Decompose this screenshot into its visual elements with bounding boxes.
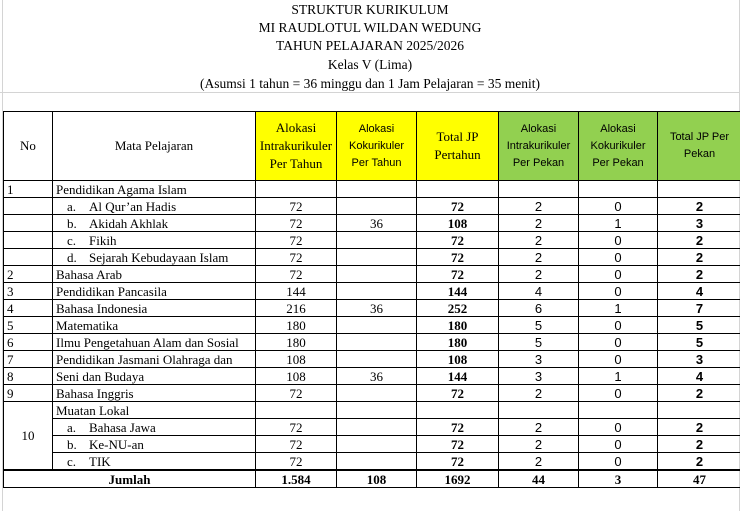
intra-per-pekan-cell (499, 181, 579, 198)
row-number-cell: 7 (4, 351, 53, 368)
subject-name: Sejarah Kebudayaan Islam (89, 249, 229, 265)
koku-per-tahun-cell (337, 283, 417, 300)
table-row (4, 300, 740, 317)
koku-per-tahun-cell (337, 334, 417, 351)
intra-per-tahun-cell: 72 (256, 453, 337, 471)
koku-per-tahun-cell (337, 436, 417, 453)
empty-cell (658, 402, 740, 419)
subject-name: Fikih (89, 232, 117, 248)
total-jp-per-pekan-cell: 2 (658, 198, 740, 215)
intra-per-tahun-cell: 72 (256, 385, 337, 402)
intra-per-tahun-cell (256, 181, 337, 198)
table-row (4, 181, 740, 198)
intra-per-tahun-cell: 72 (256, 249, 337, 266)
koku-per-pekan-cell: 0 (579, 419, 658, 436)
total-jp-pertahun-cell: 108 (417, 351, 499, 368)
subject-name: Pendidikan Pancasila (56, 283, 167, 299)
subject-name-cell: Muatan Lokal (53, 402, 256, 419)
total-jp-per-pekan-cell: 4 (658, 283, 740, 300)
subject-name: Al Qur’an Hadis (89, 198, 177, 214)
table-body (4, 181, 740, 488)
intra-per-tahun-cell: 108 (256, 368, 337, 385)
table-row (4, 215, 740, 232)
total-jp-pertahun-cell: 72 (417, 249, 499, 266)
row-number-cell: 3 (4, 283, 53, 300)
total-jp-pertahun-cell: 72 (417, 385, 499, 402)
table-row (4, 351, 740, 368)
intra-per-tahun-cell: 180 (256, 334, 337, 351)
total-jp-per-pekan-cell: 4 (658, 368, 740, 385)
total-jp-per-pekan-cell: 2 (658, 419, 740, 436)
total-jp-per-pekan-cell: 2 (658, 453, 740, 471)
subject-name-cell (53, 198, 256, 215)
table-row (4, 317, 740, 334)
total-jp-pertahun-cell: 180 (417, 317, 499, 334)
total-row (4, 470, 740, 488)
title-line-1: STRUKTUR KURIKULUM (291, 2, 449, 17)
subject-name: Ke-NU-an (89, 436, 144, 452)
item-letter: d. (67, 249, 77, 265)
subject-name-cell (53, 385, 256, 402)
intra-per-tahun-cell: 180 (256, 317, 337, 334)
subject-name-cell (53, 215, 256, 232)
subject-name: Akidah Akhlak (89, 215, 169, 231)
row-number-cell: 2 (4, 266, 53, 283)
title-line-5: (Asumsi 1 tahun = 36 minggu dan 1 Jam Pelajaran = 35 menit) (200, 76, 540, 91)
koku-per-tahun-cell: 36 (337, 215, 417, 232)
total-jp-per-pekan-cell: 2 (658, 385, 740, 402)
table-row (4, 249, 740, 266)
intra-per-pekan-cell: 2 (499, 198, 579, 215)
row-number-cell: 4 (4, 300, 53, 317)
table-row (4, 402, 740, 419)
subject-name: Matematika (56, 317, 119, 333)
intra-per-pekan-cell: 2 (499, 453, 579, 471)
koku-per-pekan-cell: 0 (579, 453, 658, 471)
intra-per-pekan-cell: 2 (499, 266, 579, 283)
row-number-cell: 6 (4, 334, 53, 351)
intra-per-pekan-cell: 2 (499, 215, 579, 232)
total-jp-per-pekan-cell: 2 (658, 232, 740, 249)
intra-per-tahun-cell: 108 (256, 351, 337, 368)
intra-per-tahun-cell: 144 (256, 283, 337, 300)
item-letter: a. (67, 419, 77, 435)
koku-per-tahun-cell (337, 232, 417, 249)
intra-per-tahun-cell: 72 (256, 266, 337, 283)
koku-per-pekan-cell: 0 (579, 436, 658, 453)
row-number-cell (4, 198, 53, 215)
subject-name-cell (53, 249, 256, 266)
header-row (4, 112, 740, 181)
header-no: No (4, 112, 53, 181)
subject-name: Bahasa Indonesia (56, 300, 148, 316)
total-jp-per-pekan-cell: 7 (658, 300, 740, 317)
koku-per-pekan-cell: 0 (579, 385, 658, 402)
total-jp-pertahun-cell: 144 (417, 368, 499, 385)
table-row (4, 266, 740, 283)
koku-per-tahun-cell (337, 385, 417, 402)
subject-name-cell (53, 232, 256, 249)
koku-per-pekan-cell: 0 (579, 266, 658, 283)
total-jp-pertahun-cell: 72 (417, 419, 499, 436)
table-row (4, 283, 740, 300)
total-tt-cell: 1692 (417, 470, 499, 488)
intra-per-pekan-cell: 5 (499, 334, 579, 351)
item-letter: b. (67, 215, 77, 231)
koku-per-pekan-cell: 0 (579, 351, 658, 368)
item-letter: c. (67, 453, 77, 469)
row-number-cell: 10 (4, 402, 53, 471)
total-jp-per-pekan-cell: 2 (658, 266, 740, 283)
koku-per-pekan-cell: 0 (579, 334, 658, 351)
row-number-cell (4, 232, 53, 249)
empty-cell (417, 402, 499, 419)
koku-per-tahun-cell (337, 198, 417, 215)
subject-name: TIK (89, 453, 111, 469)
subject-name: Seni dan Budaya (56, 368, 145, 384)
subject-name-cell (53, 351, 256, 368)
title-line-2: MI RAUDLOTUL WILDAN WEDUNG (258, 20, 482, 35)
item-letter: c. (67, 232, 77, 248)
koku-per-pekan-cell: 0 (579, 317, 658, 334)
title-line-3: TAHUN PELAJARAN 2025/2026 (276, 38, 464, 53)
koku-per-tahun-cell (337, 181, 417, 198)
total-it-cell: 1.584 (256, 470, 337, 488)
koku-per-pekan-cell: 1 (579, 300, 658, 317)
intra-per-tahun-cell: 72 (256, 419, 337, 436)
koku-per-pekan-cell (579, 181, 658, 198)
subject-name-cell (53, 453, 256, 471)
koku-per-pekan-cell: 0 (579, 198, 658, 215)
header-koku-per-tahun: Alokasi Kokurikuler Per Tahun (337, 112, 417, 181)
total-jp-pertahun-cell (417, 181, 499, 198)
koku-per-pekan-cell: 0 (579, 249, 658, 266)
intra-per-pekan-cell: 2 (499, 385, 579, 402)
total-jp-pertahun-cell: 180 (417, 334, 499, 351)
intra-per-pekan-cell: 4 (499, 283, 579, 300)
total-jp-pertahun-cell: 72 (417, 266, 499, 283)
koku-per-tahun-cell (337, 419, 417, 436)
koku-per-pekan-cell: 1 (579, 368, 658, 385)
total-jp-per-pekan-cell: 5 (658, 317, 740, 334)
total-kt-cell: 108 (337, 470, 417, 488)
subject-name-cell (53, 317, 256, 334)
subject-name-cell (53, 181, 256, 198)
row-number-cell (4, 215, 53, 232)
intra-per-pekan-cell: 6 (499, 300, 579, 317)
koku-per-tahun-cell (337, 453, 417, 471)
intra-per-pekan-cell: 2 (499, 436, 579, 453)
row-number-cell: 1 (4, 181, 53, 198)
total-kp-cell: 3 (579, 470, 658, 488)
total-jp-pertahun-cell: 252 (417, 300, 499, 317)
koku-per-tahun-cell (337, 266, 417, 283)
row-number-cell (4, 249, 53, 266)
header-total-jp-per-pekan: Total JP Per Pekan (658, 112, 740, 181)
empty-cell (579, 402, 658, 419)
table-row (4, 368, 740, 385)
koku-per-pekan-cell: 1 (579, 215, 658, 232)
table-row (4, 385, 740, 402)
row-number-cell: 9 (4, 385, 53, 402)
koku-per-tahun-cell: 36 (337, 300, 417, 317)
koku-per-tahun-cell (337, 351, 417, 368)
koku-per-pekan-cell: 0 (579, 283, 658, 300)
table-row (4, 334, 740, 351)
header-mata-pelajaran: Mata Pelajaran (53, 112, 256, 181)
intra-per-tahun-cell: 72 (256, 198, 337, 215)
subject-name-cell (53, 368, 256, 385)
total-jp-per-pekan-cell: 2 (658, 436, 740, 453)
intra-per-pekan-cell: 3 (499, 368, 579, 385)
koku-per-tahun-cell: 36 (337, 368, 417, 385)
subject-name-cell (53, 419, 256, 436)
subject-name: Bahasa Arab (56, 266, 123, 282)
total-jp-pertahun-cell: 144 (417, 283, 499, 300)
subject-name: Bahasa Inggris (56, 385, 134, 401)
intra-per-pekan-cell: 5 (499, 317, 579, 334)
total-jp-per-pekan-cell: 2 (658, 249, 740, 266)
intra-per-pekan-cell: 2 (499, 249, 579, 266)
intra-per-pekan-cell: 3 (499, 351, 579, 368)
koku-per-pekan-cell: 0 (579, 232, 658, 249)
total-ip-cell: 44 (499, 470, 579, 488)
table-row (4, 436, 740, 453)
row-number-cell: 5 (4, 317, 53, 334)
table-row (4, 419, 740, 436)
total-jp-pertahun-cell: 72 (417, 232, 499, 249)
total-tp-cell: 47 (658, 470, 740, 488)
item-letter: b. (67, 436, 77, 452)
intra-per-tahun-cell: 216 (256, 300, 337, 317)
header-koku-per-pekan: Alokasi Kokurikuler Per Pekan (579, 112, 658, 181)
empty-cell (337, 402, 417, 419)
koku-per-tahun-cell (337, 317, 417, 334)
total-jp-pertahun-cell: 108 (417, 215, 499, 232)
intra-per-tahun-cell: 72 (256, 215, 337, 232)
intra-per-tahun-cell: 72 (256, 436, 337, 453)
total-jp-pertahun-cell: 72 (417, 436, 499, 453)
subject-name-cell (53, 266, 256, 283)
total-jp-per-pekan-cell: 3 (658, 215, 740, 232)
koku-per-tahun-cell (337, 249, 417, 266)
table-row (4, 198, 740, 215)
item-letter: a. (67, 198, 77, 214)
subject-name: Bahasa Jawa (89, 419, 156, 435)
table-row (4, 232, 740, 249)
subject-name-cell (53, 300, 256, 317)
subject-name-cell (53, 436, 256, 453)
header-total-jp-pertahun: Total JP Pertahun (417, 112, 499, 181)
header-intra-per-pekan: Alokasi Intrakurikuler Per Pekan (499, 112, 579, 181)
table-row (4, 453, 740, 471)
empty-cell (499, 402, 579, 419)
total-jp-per-pekan-cell: 3 (658, 351, 740, 368)
intra-per-tahun-cell: 72 (256, 232, 337, 249)
total-label: Jumlah (4, 470, 256, 488)
empty-cell (256, 402, 337, 419)
subject-name: Ilmu Pengetahuan Alam dan Sosial (56, 334, 239, 350)
total-jp-pertahun-cell: 72 (417, 453, 499, 471)
curriculum-table (3, 111, 740, 488)
total-jp-per-pekan-cell (658, 181, 740, 198)
total-jp-per-pekan-cell: 5 (658, 334, 740, 351)
header-intra-per-tahun: Alokasi Intrakurikuler Per Tahun (256, 112, 337, 181)
total-jp-pertahun-cell: 72 (417, 198, 499, 215)
subject-name: Pendidikan Jasmani Olahraga dan (56, 351, 233, 367)
intra-per-pekan-cell: 2 (499, 232, 579, 249)
subject-name: Pendidikan Agama Islam (56, 181, 187, 197)
intra-per-pekan-cell: 2 (499, 419, 579, 436)
title-line-4: Kelas V (Lima) (327, 57, 413, 72)
row-number-cell: 8 (4, 368, 53, 385)
subject-name-cell (53, 334, 256, 351)
subject-name-cell (53, 283, 256, 300)
